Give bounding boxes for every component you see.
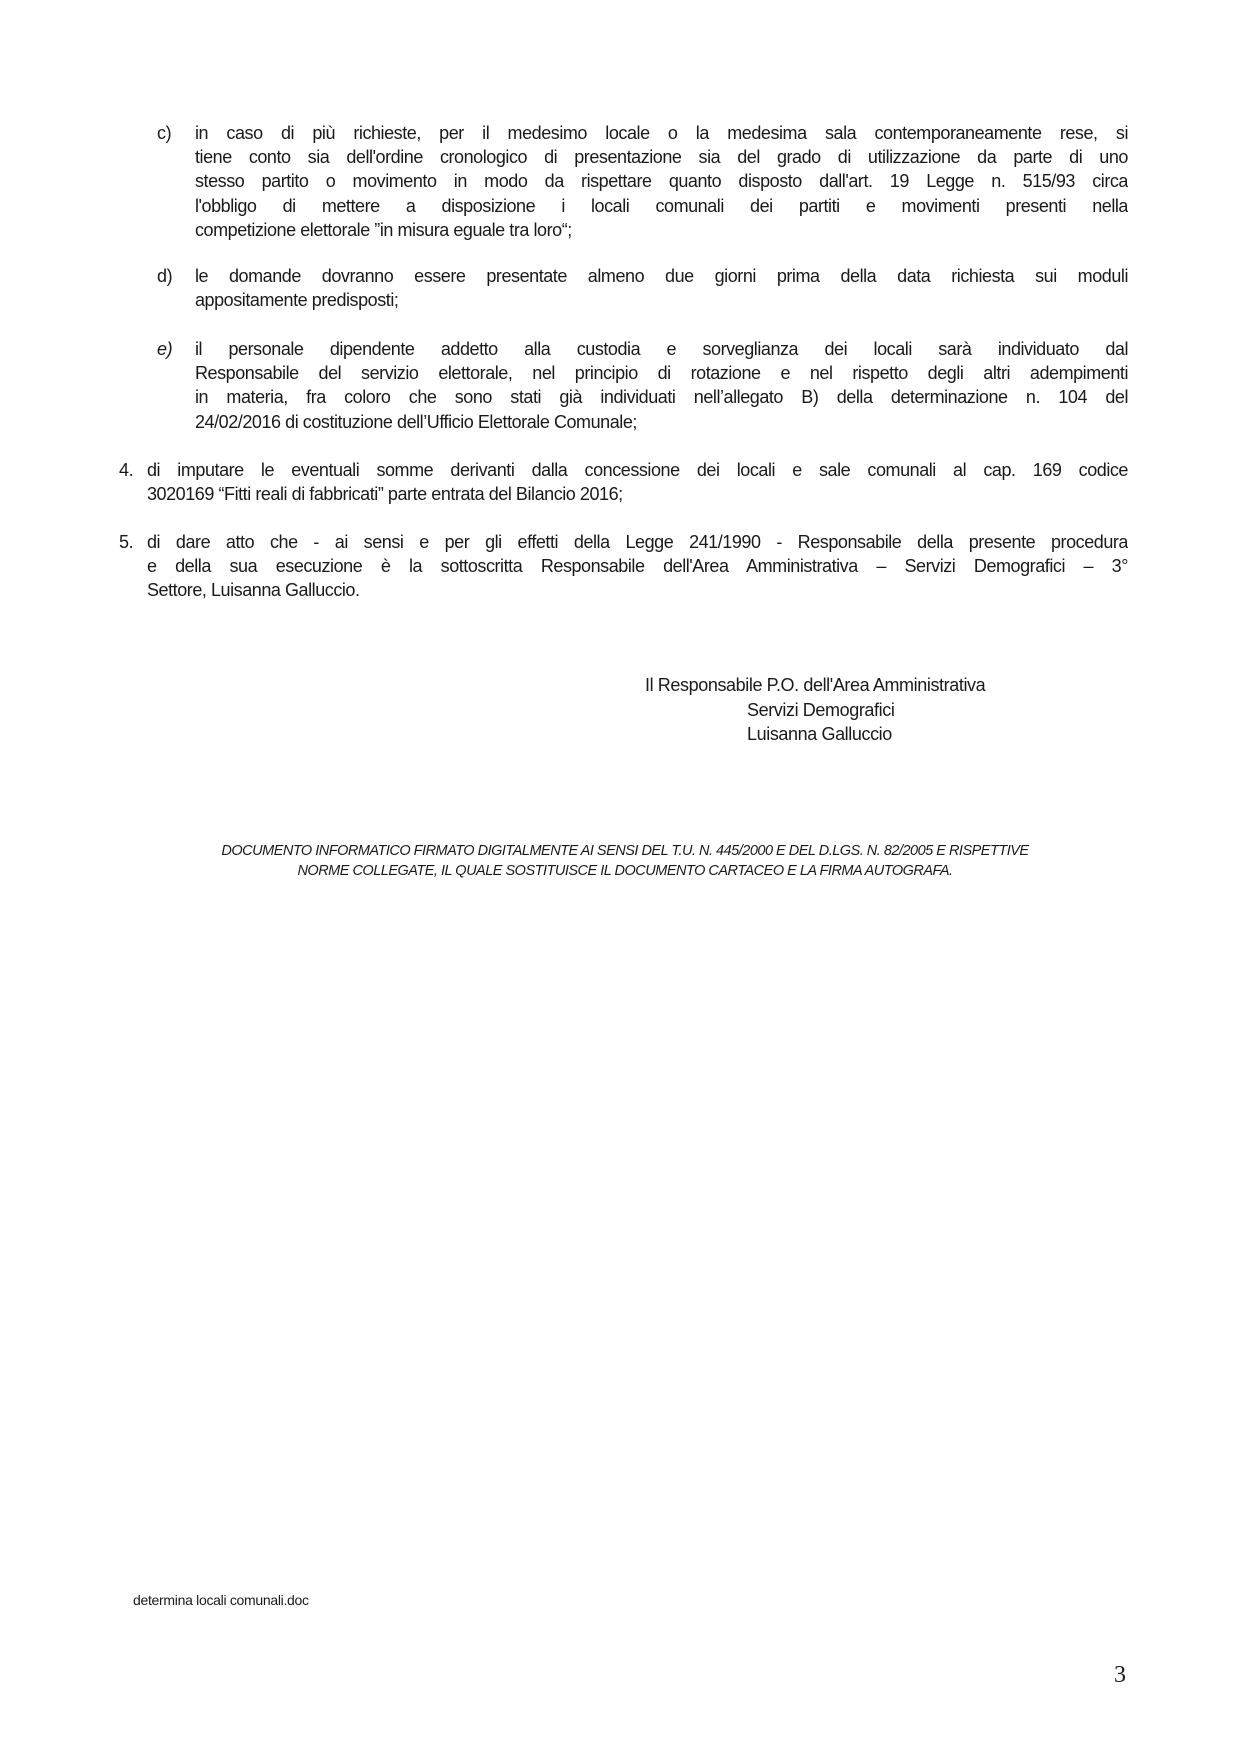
signature-name: Luisanna Galluccio (747, 724, 892, 744)
text-line: Responsabile del servizio elettorale, nel principio di rotazione e nel rispetto degli altri adempimenti (195, 363, 1128, 384)
text-line: di dare atto che - ai sensi e per gli effetti della Legge 241/1990 - Responsabile della presente procedura (147, 532, 1128, 552)
text-line: 3020169 “Fitti reali di fabbricati” parte entrata del Bilancio 2016; (147, 484, 623, 505)
signature-role: Il Responsabile P.O. dell'Area Amministrativa (645, 675, 986, 695)
text-line: competizione elettorale ”in misura eguale tra loro“; (195, 219, 572, 240)
text-line: 24/02/2016 di costituzione dell’Ufficio Elettorale Comunale; (195, 411, 637, 432)
footer-filename: determina locali comunali.doc (133, 1592, 309, 1608)
text-line: in caso di più richieste, per il medesimo locale o la medesima sala contemporaneamente rese, si (195, 123, 1128, 143)
list-label: d) (157, 266, 173, 286)
page-number: 3 (1114, 1662, 1126, 1688)
list-label: c) (157, 123, 172, 143)
text-line: di imputare le eventuali somme derivanti dalla concessione dei locali e sale comunali al cap. 169 codice (147, 460, 1128, 480)
text-line: in materia, fra coloro che sono stati già individuati nell’allegato B) della determinazione n. 104 del (195, 387, 1128, 408)
text-line: stesso partito o movimento in modo da rispettare quanto disposto dall'art. 19 Legge n. 515/93 circa (195, 171, 1128, 192)
text-line: l'obbligo di mettere a disposizione i locali comunali dei partiti e movimenti presenti nella (195, 195, 1128, 216)
signature-block (645, 673, 985, 747)
text-line: appositamente predisposti; (195, 290, 399, 311)
text-line: Settore, Luisanna Galluccio. (147, 580, 360, 601)
disclaimer-line: DOCUMENTO INFORMATICO FIRMATO DIGITALMENTE AI SENSI DEL T.U. N. 445/2000 E DEL D.LGS. N. 82/2005 E RISPETTIVE (221, 843, 1029, 859)
text-line: e della sua esecuzione è la sottoscritta Responsabile dell'Area Amministrativa – Servizi Demografici – 3° (147, 556, 1128, 577)
list-label: 5. (119, 532, 134, 552)
disclaimer-line: NORME COLLEGATE, IL QUALE SOSTITUISCE IL DOCUMENTO CARTACEO E LA FIRMA AUTOGRAFA. (297, 863, 953, 879)
text-line: tiene conto sia dell'ordine cronologico di presentazione sia del grado di utilizzazione da parte di uno (195, 147, 1128, 168)
text-line: il personale dipendente addetto alla custodia e sorveglianza dei locali sarà individuato dal (195, 339, 1128, 359)
signature-office: Servizi Demografici (747, 699, 895, 720)
list-label: e) (157, 339, 173, 359)
text-line: le domande dovranno essere presentate almeno due giorni prima della data richiesta sui moduli (195, 266, 1128, 286)
list-label: 4. (119, 460, 134, 480)
digital-signature-disclaimer (110, 841, 1140, 881)
